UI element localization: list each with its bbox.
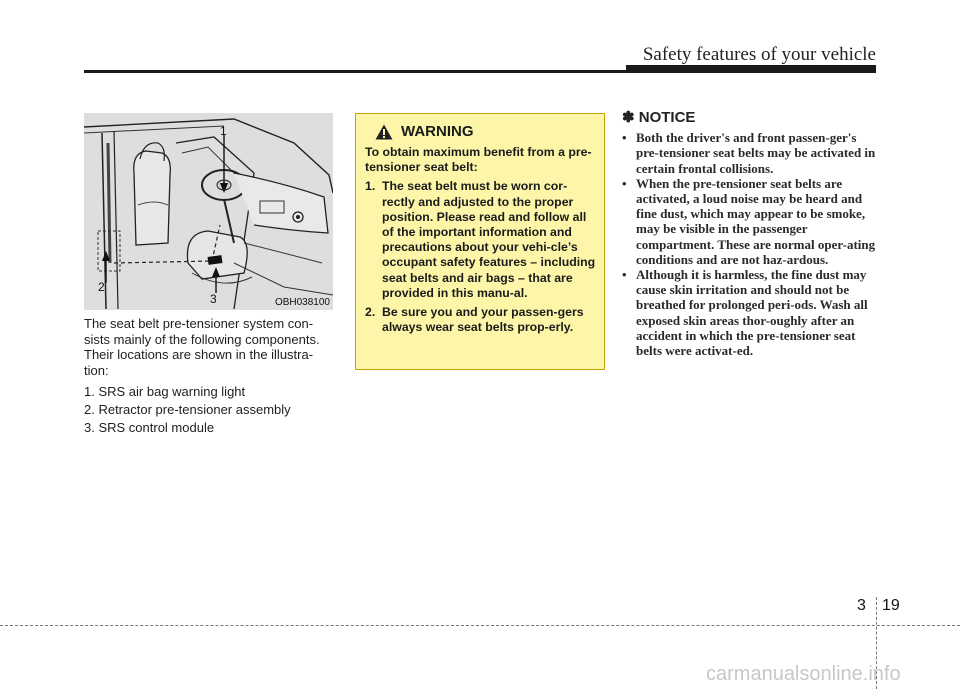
warning-title: WARNING — [401, 123, 474, 141]
warning-item-text: The seat belt must be worn cor-rectly and adjusted to the proper position. Please read and follow all of the important information and precautions about your vehi-cle’s occupant safety features – including seat belts and air bags – that are provided in this manu-al. — [382, 179, 596, 300]
header-title: Safety features of your vehicle — [642, 44, 876, 65]
notice-bullet — [622, 130, 877, 176]
callout-3: 3 — [210, 292, 217, 306]
warning-item-number: 1. — [365, 179, 376, 194]
intro-paragraph: The seat belt pre-tensioner system con-sists mainly of the following components. Their locations are shown in the illustra-tion: — [84, 316, 320, 378]
watermark: carmanualsonline.info — [706, 663, 901, 685]
warning-intro: To obtain maximum benefit from a pre-tensioner seat belt: — [365, 145, 592, 175]
warning-item-text: Be sure you and your passen-gers always wear seat belts prop-erly. — [382, 305, 584, 335]
warning-item — [365, 305, 596, 335]
warning-box — [355, 113, 605, 370]
bullet-dot-icon: • — [622, 130, 627, 146]
notice-section — [622, 110, 877, 358]
bullet-dot-icon: • — [622, 267, 627, 283]
callout-1: 1 — [220, 124, 227, 138]
notice-title: NOTICE — [638, 109, 696, 126]
car-interior-drawing — [84, 113, 333, 310]
page-number: 19 — [882, 597, 900, 614]
footer-divider — [0, 625, 960, 626]
notice-heading — [622, 110, 877, 125]
warning-item-number: 2. — [365, 305, 376, 320]
left-column-text — [84, 316, 336, 437]
list-item: 1. SRS air bag warning light — [84, 384, 246, 400]
notice-bullet-text: When the pre-tensioner seat belts are activated, a loud noise may be heard and fine dust, which may appear to be smoke, may be visible in the passenger compartment. These are normal oper-ating conditions and are not haz-ardous. — [636, 175, 876, 267]
list-item: 2. Retractor pre-tensioner assembly — [84, 401, 291, 417]
header-rule — [84, 70, 876, 73]
figure-code: OBH038100 — [274, 297, 330, 308]
notice-bullet-text: Both the driver's and front passen-ger's pre-tensioner seat belts may be activated in certain frontal collisions. — [636, 130, 876, 176]
callout-2: 2 — [98, 280, 105, 294]
notice-bullet — [622, 176, 877, 267]
list-item: 3. SRS control module — [84, 419, 215, 435]
warning-item — [365, 179, 596, 301]
bullet-dot-icon: • — [622, 175, 627, 191]
notice-bullet — [622, 267, 877, 358]
chapter-number: 3 — [857, 597, 866, 614]
warning-header — [375, 124, 596, 140]
warning-triangle-icon — [375, 124, 393, 140]
notice-bullet-text: Although it is harmless, the fine dust may cause skin irritation and should not be breathed for prolonged peri-ods. Wash all exposed skin areas thor-oughly after an accident in which the pre-tensioner seat belts were activat-ed. — [636, 267, 868, 359]
notice-symbol-icon: ✽ — [622, 109, 635, 126]
seat-belt-illustration — [84, 113, 333, 310]
